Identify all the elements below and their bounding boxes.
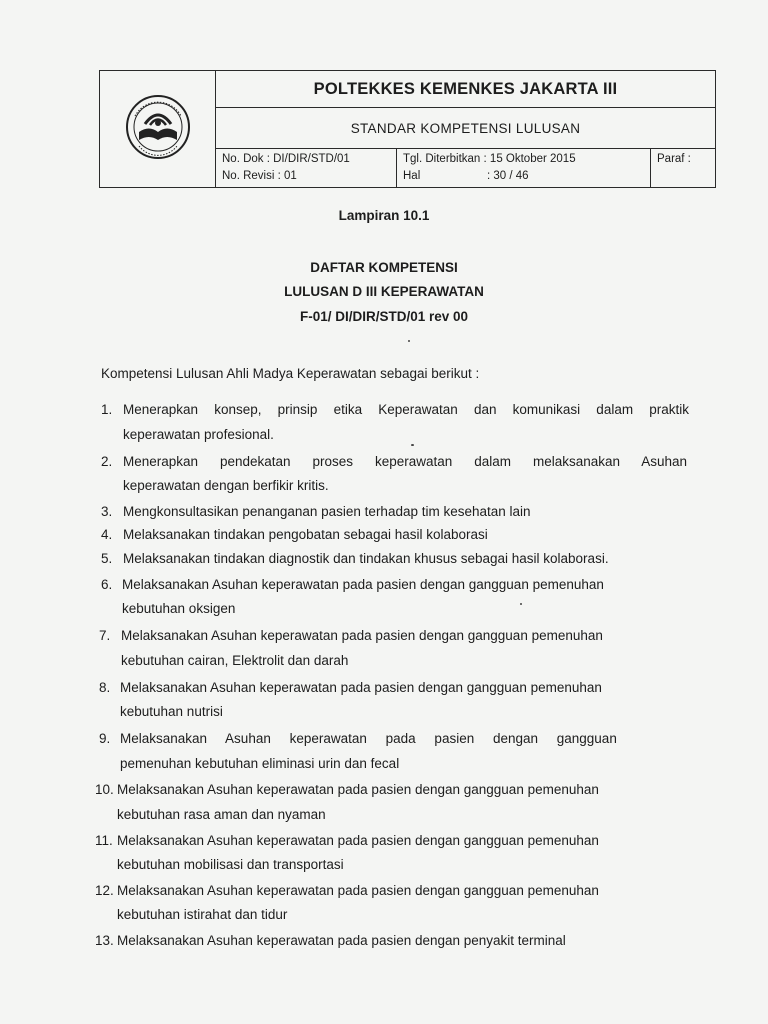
item-text: Melaksanakan Asuhan keperawatan pada pasien dengan gangguan pemenuhan xyxy=(121,628,603,643)
revision-number: No. Revisi : 01 xyxy=(222,170,297,182)
item-text-continued: kebutuhan rasa aman dan nyaman xyxy=(117,807,326,822)
document-title: STANDAR KOMPETENSI LULUSAN xyxy=(216,108,715,149)
item-text-continued: kebutuhan nutrisi xyxy=(120,704,223,719)
item-text: Menerapkan pendekatan proses keperawatan dalam melaksanakan Asuhan xyxy=(123,454,687,469)
item-text-continued: kebutuhan oksigen xyxy=(122,601,236,616)
item-text: Menerapkan konsep, prinsip etika Keperawatan dan komunikasi dalam praktik xyxy=(123,402,689,417)
item-number: 5. xyxy=(101,551,113,566)
item-text-continued: keperawatan profesional. xyxy=(123,427,274,442)
item-number: 12. xyxy=(95,883,114,898)
item-number: 11. xyxy=(95,833,113,848)
attachment-title: Lampiran 10.1 xyxy=(338,208,430,223)
item-number: 8. xyxy=(99,680,111,695)
item-text: Melaksanakan Asuhan keperawatan pada pasien dengan gangguan pemenuhan xyxy=(122,577,604,592)
item-number: 9. xyxy=(99,731,111,746)
page-label: Hal xyxy=(403,170,421,182)
signature-label: Paraf : xyxy=(657,153,691,165)
intro-text: Kompetensi Lulusan Ahli Madya Keperawatan sebagai berikut : xyxy=(101,366,480,381)
item-text-continued: kebutuhan istirahat dan tidur xyxy=(117,907,288,922)
doc-number: No. Dok : DI/DIR/STD/01 xyxy=(222,153,350,165)
item-text-continued: keperawatan dengan berfikir kritis. xyxy=(123,478,329,493)
list-subtitle: LULUSAN D III KEPERAWATAN xyxy=(284,284,484,299)
item-number: 1. xyxy=(101,402,113,417)
item-text: Mengkonsultasikan penanganan pasien terhadap tim kesehatan lain xyxy=(123,504,531,519)
item-number: 13. xyxy=(95,933,114,948)
scan-speck xyxy=(408,340,410,342)
item-text-continued: kebutuhan mobilisasi dan transportasi xyxy=(117,857,344,872)
item-number: 3. xyxy=(101,504,113,519)
doc-number-cell xyxy=(216,149,397,187)
item-text: Melaksanakan Asuhan keperawatan pada pasien dengan gangguan pemenuhan xyxy=(117,833,599,848)
item-text: Melaksanakan Asuhan keperawatan pada pasien dengan gangguan pemenuhan xyxy=(117,782,599,797)
list-title: DAFTAR KOMPETENSI xyxy=(310,260,458,275)
form-code: F-01/ DI/DIR/STD/01 rev 00 xyxy=(299,309,469,324)
item-number: 7. xyxy=(99,628,111,643)
item-number: 2. xyxy=(101,454,113,469)
item-number: 6. xyxy=(101,577,113,592)
item-text: Melaksanakan tindakan pengobatan sebagai hasil kolaborasi xyxy=(123,527,488,542)
signature-cell xyxy=(651,149,715,187)
document-meta-row xyxy=(216,149,715,187)
issue-date-cell xyxy=(397,149,651,187)
institution-name: POLTEKKES KEMENKES JAKARTA III xyxy=(216,71,715,108)
item-text: Melaksanakan Asuhan keperawatan pada pasien dengan penyakit terminal xyxy=(117,933,566,948)
poltekkes-emblem-icon xyxy=(125,94,191,165)
item-text: Melaksanakan Asuhan keperawatan pada pasien dengan gangguan xyxy=(120,731,617,746)
issue-date: Tgl. Diterbitkan : 15 Oktober 2015 xyxy=(403,153,576,165)
item-text-continued: kebutuhan cairan, Elektrolit dan darah xyxy=(121,653,349,668)
page-number: : 30 / 46 xyxy=(487,170,529,182)
scan-speck xyxy=(411,444,414,446)
logo-cell xyxy=(100,71,216,187)
item-number: 10. xyxy=(95,782,114,797)
item-number: 4. xyxy=(101,527,113,542)
item-text: Melaksanakan Asuhan keperawatan pada pasien dengan gangguan pemenuhan xyxy=(117,883,599,898)
scan-speck xyxy=(520,603,522,605)
item-text-continued: pemenuhan kebutuhan eliminasi urin dan fecal xyxy=(120,756,400,771)
item-text: Melaksanakan Asuhan keperawatan pada pasien dengan gangguan pemenuhan xyxy=(120,680,602,695)
item-text: Melaksanakan tindakan diagnostik dan tindakan khusus sebagai hasil kolaborasi. xyxy=(123,551,609,566)
document-header-table xyxy=(99,70,716,188)
